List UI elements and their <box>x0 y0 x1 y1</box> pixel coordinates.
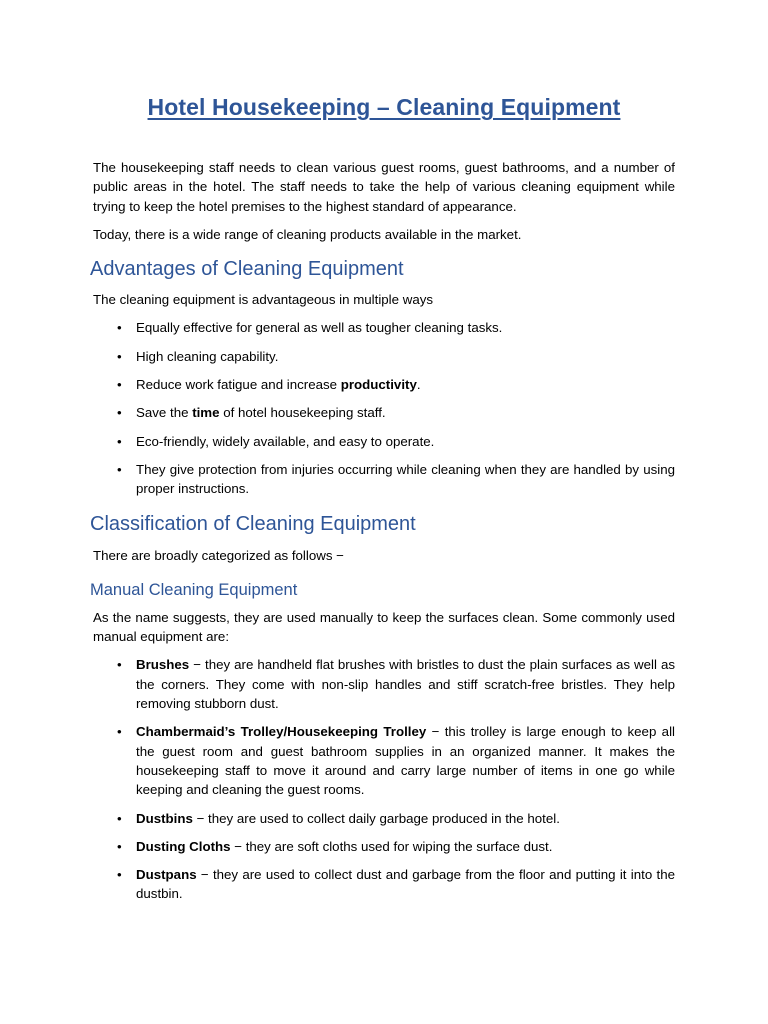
list-item: • Dustbins − they are used to collect daily garbage produced in the hotel. <box>93 809 675 828</box>
list-item: • They give protection from injuries occurring while cleaning when they are handled by using proper instructions. <box>117 461 675 497</box>
list-item: • Dusting Cloths − they are soft cloths used for wiping the surface dust. <box>93 837 675 856</box>
advantages-heading: Advantages of Cleaning Equipment <box>90 258 404 281</box>
manual-lead: As the name suggests, they are used manually to keep the surfaces clean. Some commonly used manual equipment are: <box>93 609 675 645</box>
list-item: • Brushes − they are handheld flat brushes with bristles to dust the plain surfaces as well as the corners. They come with non-slip handles and stiff scratch-free bristles. They help removing stubborn dust. <box>117 657 675 712</box>
manual-heading: Manual Cleaning Equipment <box>90 580 298 599</box>
bullet-icon: • <box>117 657 122 673</box>
list-item: • High cleaning capability. <box>93 347 675 366</box>
advantages-list <box>93 318 675 498</box>
classification-lead: There are broadly categorized as follows − <box>93 547 344 563</box>
list-item: • Dustpans − they are used to collect dust and garbage from the floor and putting it into the dustbin. <box>117 867 675 902</box>
list-item: • Equally effective for general as well as tougher cleaning tasks. <box>93 318 675 337</box>
advantages-lead: The cleaning equipment is advantageous in multiple ways <box>93 292 434 308</box>
bullet-icon: • <box>117 405 122 421</box>
bullet-icon: • <box>117 433 122 449</box>
document-title: Hotel Housekeeping – Cleaning Equipment <box>147 94 621 120</box>
bullet-icon: • <box>117 724 122 740</box>
bullet-icon: • <box>117 348 122 364</box>
intro-paragraph-1: The housekeeping staff needs to clean various guest rooms, guest bathrooms, and a number of public areas in the hotel. The staff needs to take the help of various cleaning equipment while trying to keep the hotel premises to the highest standard of appearance. <box>93 160 675 214</box>
list-item: • Eco-friendly, widely available, and easy to operate. <box>93 432 675 451</box>
document-body <box>90 158 675 904</box>
list-item: • Chambermaid’s Trolley/Housekeeping Trolley − this trolley is large enough to keep all the guest room and guest bathroom supplies in an organized manner. It makes the housekeeping staff to move it around and carry large number of items in one go while keeping and cleaning the guest rooms. <box>117 724 675 798</box>
classification-heading: Classification of Cleaning Equipment <box>90 512 416 535</box>
intro-paragraph-2: Today, there is a wide range of cleaning products available in the market. <box>93 226 522 242</box>
bullet-icon: • <box>117 838 122 854</box>
bullet-icon: • <box>117 377 122 393</box>
bullet-icon: • <box>117 320 122 336</box>
list-item: • Reduce work fatigue and increase productivity. <box>93 375 675 394</box>
bullet-icon: • <box>117 461 122 477</box>
bullet-icon: • <box>117 810 122 826</box>
bullet-icon: • <box>117 867 122 883</box>
list-item: • Save the time of hotel housekeeping staff. <box>93 403 675 422</box>
manual-equipment-list <box>93 655 675 903</box>
